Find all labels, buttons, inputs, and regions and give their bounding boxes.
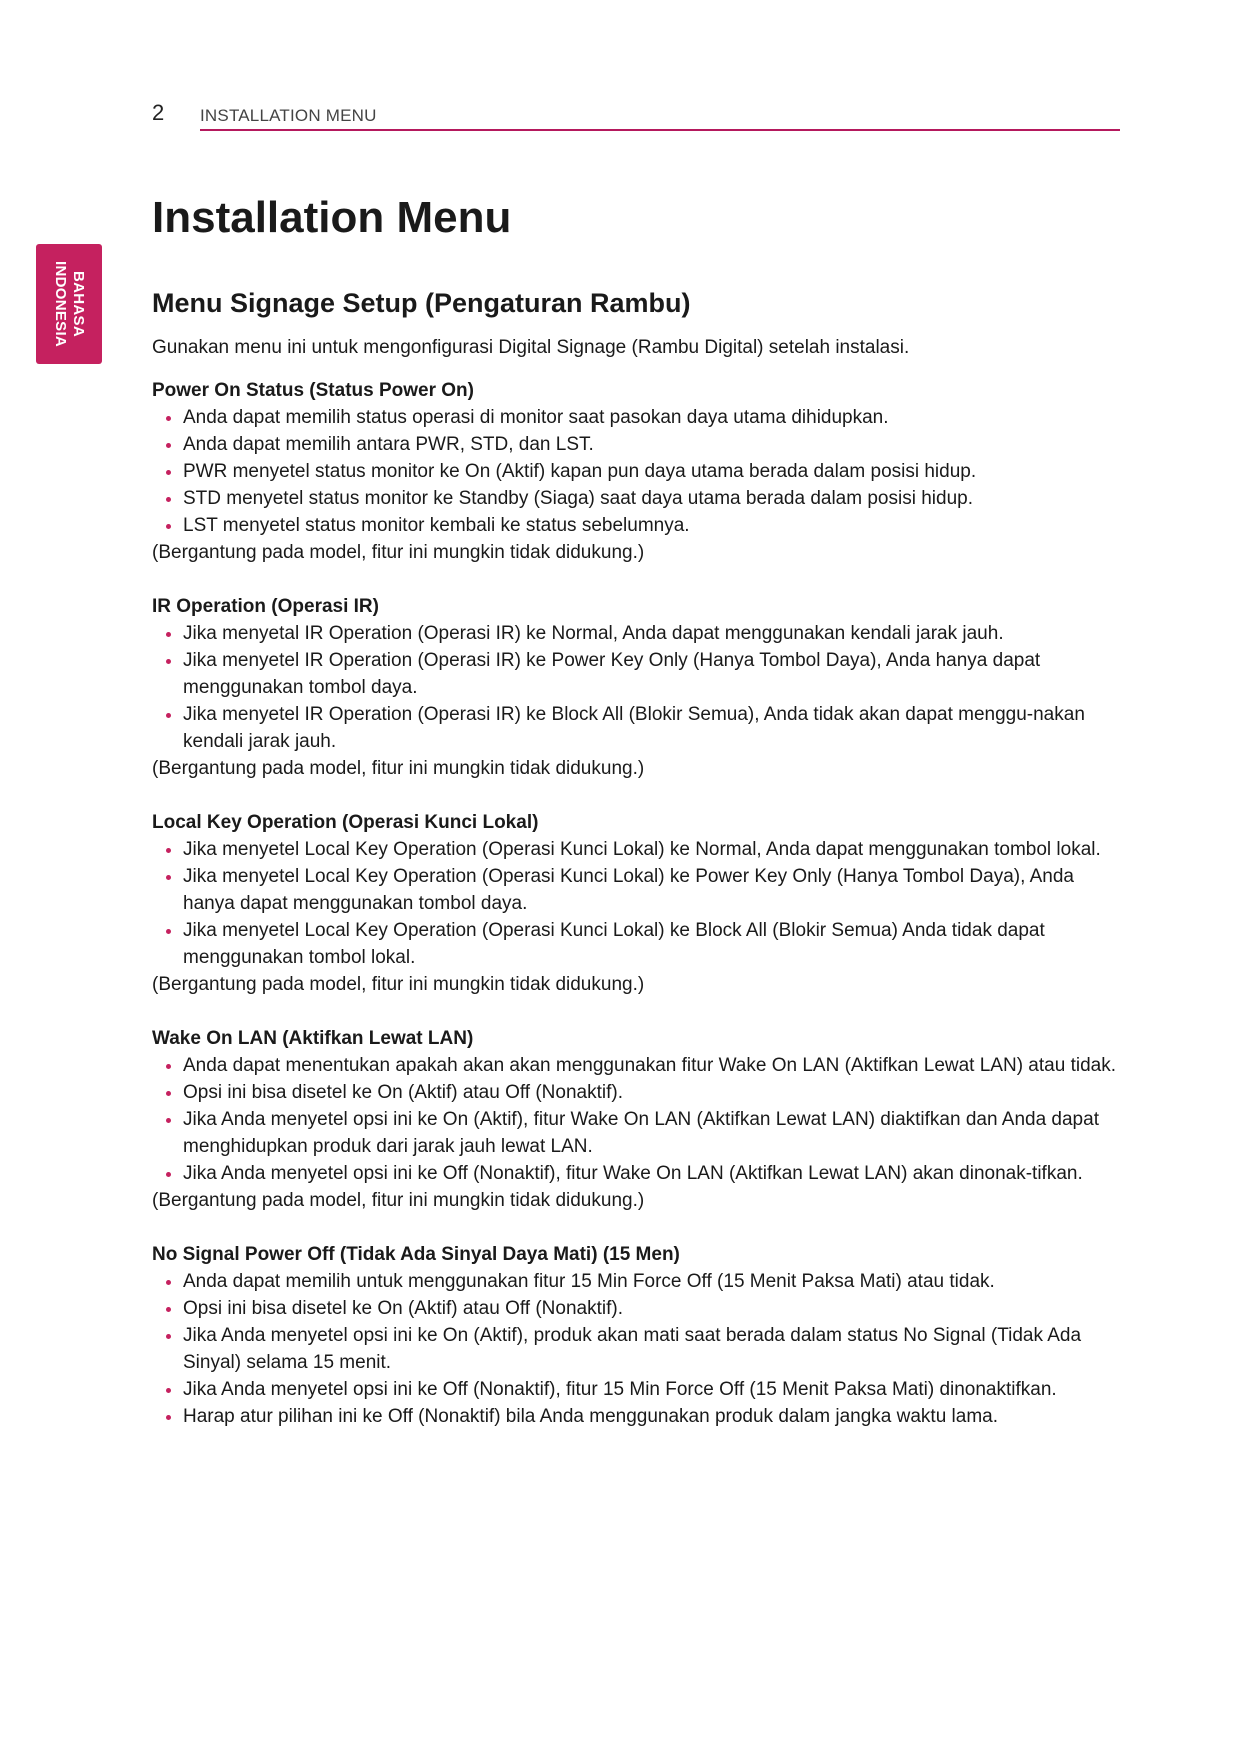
bullet-item: Anda dapat menentukan apakah akan akan menggunakan fitur Wake On LAN (Aktifkan Lewat LAN) atau tidak. [152, 1052, 1122, 1079]
intro-paragraph: Gunakan menu ini untuk mengonfigurasi Digital Signage (Rambu Digital) setelah instalasi. [152, 337, 910, 358]
support-note: (Bergantung pada model, fitur ini mungkin tidak didukung.) [152, 542, 645, 563]
bullet-item: Jika Anda menyetel opsi ini ke On (Aktif), fitur Wake On LAN (Aktifkan Lewat LAN) diaktifkan dan Anda dapat menghidupkan produk dari jarak jauh lewat LAN. [152, 1106, 1122, 1160]
block-heading: Wake On LAN (Aktifkan Lewat LAN) [152, 1028, 474, 1049]
bullet-item: Harap atur pilihan ini ke Off (Nonaktif) bila Anda menggunakan produk dalam jangka waktu lama. [152, 1403, 1122, 1430]
bullet-item: Jika Anda menyetel opsi ini ke Off (Nonaktif), fitur 15 Min Force Off (15 Menit Paksa Mati) dinonaktifkan. [152, 1376, 1122, 1403]
block-heading: No Signal Power Off (Tidak Ada Sinyal Daya Mati) (15 Men) [152, 1244, 680, 1265]
main-content [152, 190, 1122, 1457]
setting-block-no-signal-power-off [152, 1241, 1122, 1430]
bullet-item: Jika menyetel Local Key Operation (Operasi Kunci Lokal) ke Block All (Blokir Semua) Anda tidak dapat menggunakan tombol lokal. [152, 917, 1122, 971]
setting-block-power-on-status [152, 377, 1122, 566]
bullet-item: Jika menyetel Local Key Operation (Operasi Kunci Lokal) ke Normal, Anda dapat menggunakan tombol lokal. [152, 836, 1122, 863]
bullet-item: Anda dapat memilih antara PWR, STD, dan LST. [152, 431, 1122, 458]
running-header: INSTALLATION MENU [200, 106, 377, 125]
language-tab [36, 244, 102, 364]
block-heading: Power On Status (Status Power On) [152, 380, 474, 401]
language-tab-line-2: INDONESIA [52, 260, 69, 348]
bullet-item: PWR menyetel status monitor ke On (Aktif) kapan pun daya utama berada dalam posisi hidup. [152, 458, 1122, 485]
bullet-item: Opsi ini bisa disetel ke On (Aktif) atau Off (Nonaktif). [152, 1295, 1122, 1322]
language-tab-line-1: BAHASA [70, 271, 87, 337]
bullet-item: Anda dapat memilih status operasi di monitor saat pasokan daya utama dihidupkan. [152, 404, 1122, 431]
support-note: (Bergantung pada model, fitur ini mungkin tidak didukung.) [152, 1190, 645, 1211]
bullet-item: Jika Anda menyetel opsi ini ke On (Aktif), produk akan mati saat berada dalam status No Signal (Tidak Ada Sinyal) selama 15 menit. [152, 1322, 1122, 1376]
bullet-item: Jika menyetal IR Operation (Operasi IR) ke Normal, Anda dapat menggunakan kendali jarak jauh. [152, 620, 1122, 647]
section-title: Menu Signage Setup (Pengaturan Rambu) [152, 288, 691, 318]
setting-block-ir-operation [152, 593, 1122, 782]
header-divider [200, 129, 1120, 131]
bullet-item: Anda dapat memilih untuk menggunakan fitur 15 Min Force Off (15 Menit Paksa Mati) atau tidak. [152, 1268, 1122, 1295]
bullet-item: LST menyetel status monitor kembali ke status sebelumnya. [152, 512, 1122, 539]
bullet-item: Opsi ini bisa disetel ke On (Aktif) atau Off (Nonaktif). [152, 1079, 1122, 1106]
page-title: Installation Menu [152, 193, 512, 242]
bullet-item: Jika menyetel IR Operation (Operasi IR) ke Power Key Only (Hanya Tombol Daya), Anda hanya dapat menggunakan tombol daya. [152, 647, 1122, 701]
bullet-item: Jika menyetel Local Key Operation (Operasi Kunci Lokal) ke Power Key Only (Hanya Tombol Daya), Anda hanya dapat menggunakan tombol daya. [152, 863, 1122, 917]
setting-block-local-key-operation [152, 809, 1122, 998]
bullet-item: Jika Anda menyetel opsi ini ke Off (Nonaktif), fitur Wake On LAN (Aktifkan Lewat LAN) akan dinonak-tifkan. [152, 1160, 1122, 1187]
bullet-item: STD menyetel status monitor ke Standby (Siaga) saat daya utama berada dalam posisi hidup. [152, 485, 1122, 512]
bullet-list [152, 836, 1122, 971]
block-heading: Local Key Operation (Operasi Kunci Lokal) [152, 812, 539, 833]
bullet-item: Jika menyetel IR Operation (Operasi IR) ke Block All (Blokir Semua), Anda tidak akan dapat menggu-nakan kendali jarak jauh. [152, 701, 1122, 755]
language-tab-label [51, 261, 87, 347]
support-note: (Bergantung pada model, fitur ini mungkin tidak didukung.) [152, 758, 645, 779]
bullet-list [152, 1268, 1122, 1430]
setting-block-wake-on-lan [152, 1025, 1122, 1214]
bullet-list [152, 1052, 1122, 1187]
support-note: (Bergantung pada model, fitur ini mungkin tidak didukung.) [152, 974, 645, 995]
bullet-list [152, 620, 1122, 755]
block-heading: IR Operation (Operasi IR) [152, 596, 379, 617]
bullet-list [152, 404, 1122, 539]
page-number: 2 [152, 100, 165, 125]
